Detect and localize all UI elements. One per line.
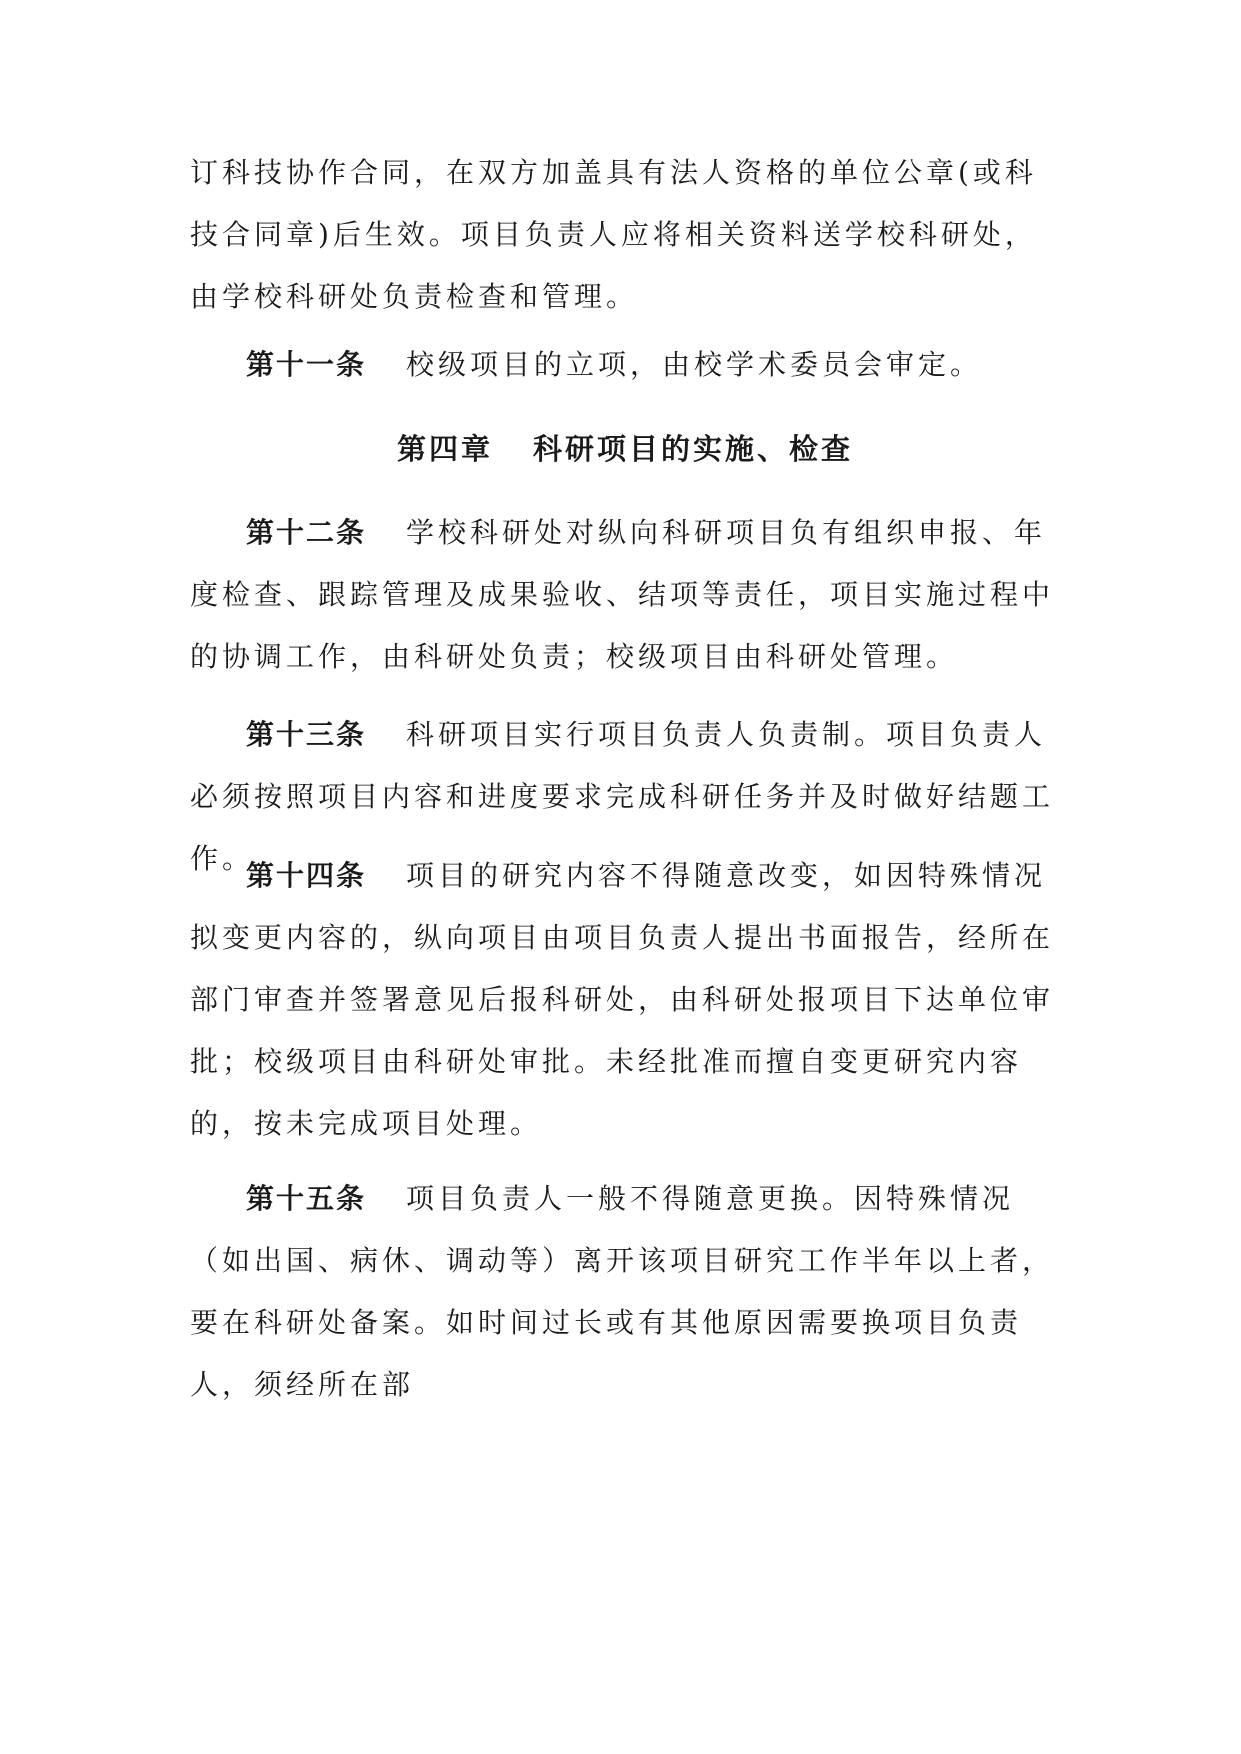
chapter-4-heading xyxy=(190,418,1060,480)
article-15 xyxy=(190,1168,1060,1416)
continuation-text: 订科技协作合同，在双方加盖具有法人资格的单位公章(或科技合同章)后生效。项目负责人应将相关资料送学校科研处，由学校科研处负责检查和管理。 xyxy=(190,156,1037,313)
chapter-4-title: 科研项目的实施、检查 xyxy=(533,432,854,466)
article-13-text: 科研项目实行项目负责人负责制。项目负责人必须按照项目内容和进度要求完成科研任务并及时做好结题工作。 xyxy=(190,718,1055,875)
article-12 xyxy=(190,502,1060,688)
article-14-number: 第十四条 xyxy=(246,859,367,892)
article-14-text: 项目的研究内容不得随意改变，如因特殊情况拟变更内容的，纵向项目由项目负责人提出书面报告，经所在部门审查并签署意见后报科研处，由科研处报项目下达单位审批；校级项目由科研处审批。未经批准而擅自变更研究内容的，按未完成项目处理。 xyxy=(190,859,1055,1140)
article-11-number: 第十一条 xyxy=(246,348,367,381)
article-14 xyxy=(190,845,1060,1155)
article-15-number: 第十五条 xyxy=(246,1182,367,1215)
article-15-text: 项目负责人一般不得随意更换。因特殊情况（如出国、病休、调动等）离开该项目研究工作半年以上者，要在科研处备案。如时间过长或有其他原因需要换项目负责人，须经所在部 xyxy=(190,1182,1055,1401)
article-12-text: 学校科研处对纵向科研项目负有组织申报、年度检查、跟踪管理及成果验收、结项等责任，项目实施过程中的协调工作，由科研处负责；校级项目由科研处管理。 xyxy=(190,516,1055,673)
article-13-number: 第十三条 xyxy=(246,718,367,751)
article-12-number: 第十二条 xyxy=(246,516,367,549)
article-11 xyxy=(190,334,1060,396)
continuation-paragraph xyxy=(190,142,1060,328)
chapter-4-number: 第四章 xyxy=(396,432,493,466)
article-11-text: 校级项目的立项，由校学术委员会审定。 xyxy=(406,348,983,381)
